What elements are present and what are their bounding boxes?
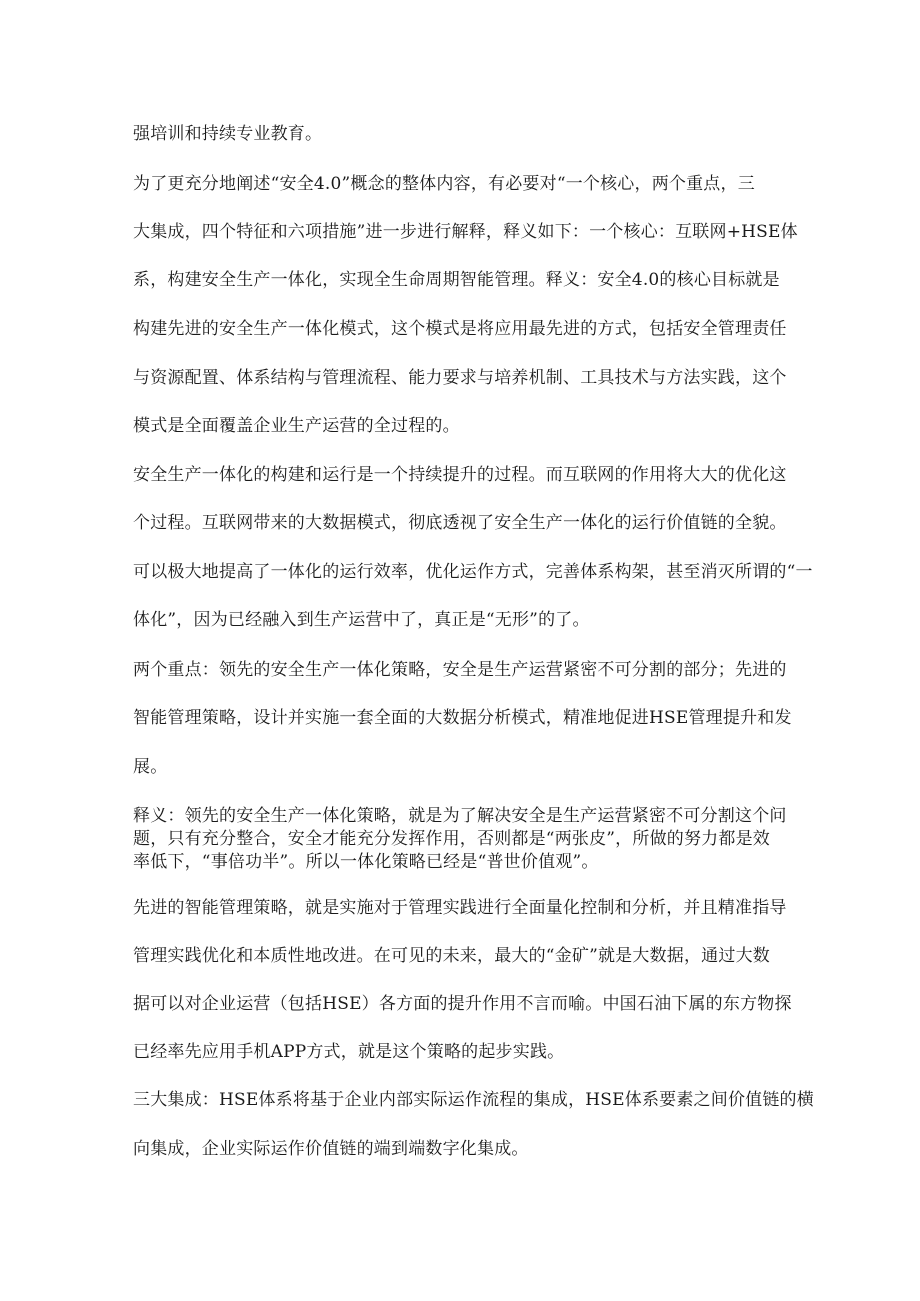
- text-line: 可以极大地提高了一体化的运行效率，优化运作方式，完善体系构架，甚至消灭所谓的“一: [133, 562, 813, 582]
- text-line: 题，只有充分整合，安全才能充分发挥作用，否则都是“两张皮”，所做的努力都是效: [133, 829, 770, 849]
- text-line: 强培训和持续专业教育。: [133, 124, 323, 144]
- text-line: 与资源配置、体系结构与管理流程、能力要求与培养机制、工具技术与方法实践，这个: [133, 368, 787, 388]
- text-line: 三大集成：HSE体系将基于企业内部实际运作流程的集成，HSE体系要素之间价值链的横: [133, 1090, 814, 1110]
- text-line: 两个重点：领先的安全生产一体化策略，安全是生产运营紧密不可分割的部分；先进的: [133, 660, 787, 680]
- text-line: 展。: [133, 757, 168, 777]
- text-line: 个过程。互联网带来的大数据模式，彻底透视了安全生产一体化的运行价值链的全貌。: [133, 513, 787, 533]
- text-line: 先进的智能管理策略，就是实施对于管理实践进行全面量化控制和分析，并且精准指导: [133, 898, 787, 918]
- text-line: 构建先进的安全生产一体化模式，这个模式是将应用最先进的方式，包括安全管理责任: [133, 319, 787, 339]
- text-line: 安全生产一体化的构建和运行是一个持续提升的过程。而互联网的作用将大大的优化这: [133, 465, 787, 485]
- text-line: 模式是全面覆盖企业生产运营的全过程的。: [133, 416, 460, 436]
- text-line: 已经率先应用手机APP方式，就是这个策略的起步实践。: [133, 1042, 565, 1062]
- text-line: 智能管理策略，设计并实施一套全面的大数据分析模式，精准地促进HSE管理提升和发: [133, 708, 792, 728]
- text-line: 释义：领先的安全生产一体化策略，就是为了解决安全是生产运营紧密不可分割这个问: [133, 806, 787, 826]
- text-line: 管理实践优化和本质性地改进。在可见的未来，最大的“金矿”就是大数据，通过大数: [133, 946, 770, 966]
- text-line: 向集成，企业实际运作价值链的端到端数字化集成。: [133, 1139, 529, 1159]
- text-line: 率低下，“事倍功半”。所以一体化策略已经是“普世价值观”。: [133, 852, 599, 872]
- text-line: 据可以对企业运营（包括HSE）各方面的提升作用不言而喻。中国石油下属的东方物探: [133, 994, 792, 1014]
- text-line: 系，构建安全生产一体化，实现全生命周期智能管理。释义：安全4.0的核心目标就是: [133, 270, 780, 290]
- text-line: 体化”，因为已经融入到生产运营中了，真正是“无形”的了。: [133, 610, 590, 630]
- text-line: 为了更充分地阐述“安全4.0”概念的整体内容，有必要对“一个核心，两个重点，三: [133, 174, 755, 194]
- text-line: 大集成，四个特征和六项措施”进一步进行解释，释义如下：一个核心：互联网+HSE体: [133, 222, 798, 242]
